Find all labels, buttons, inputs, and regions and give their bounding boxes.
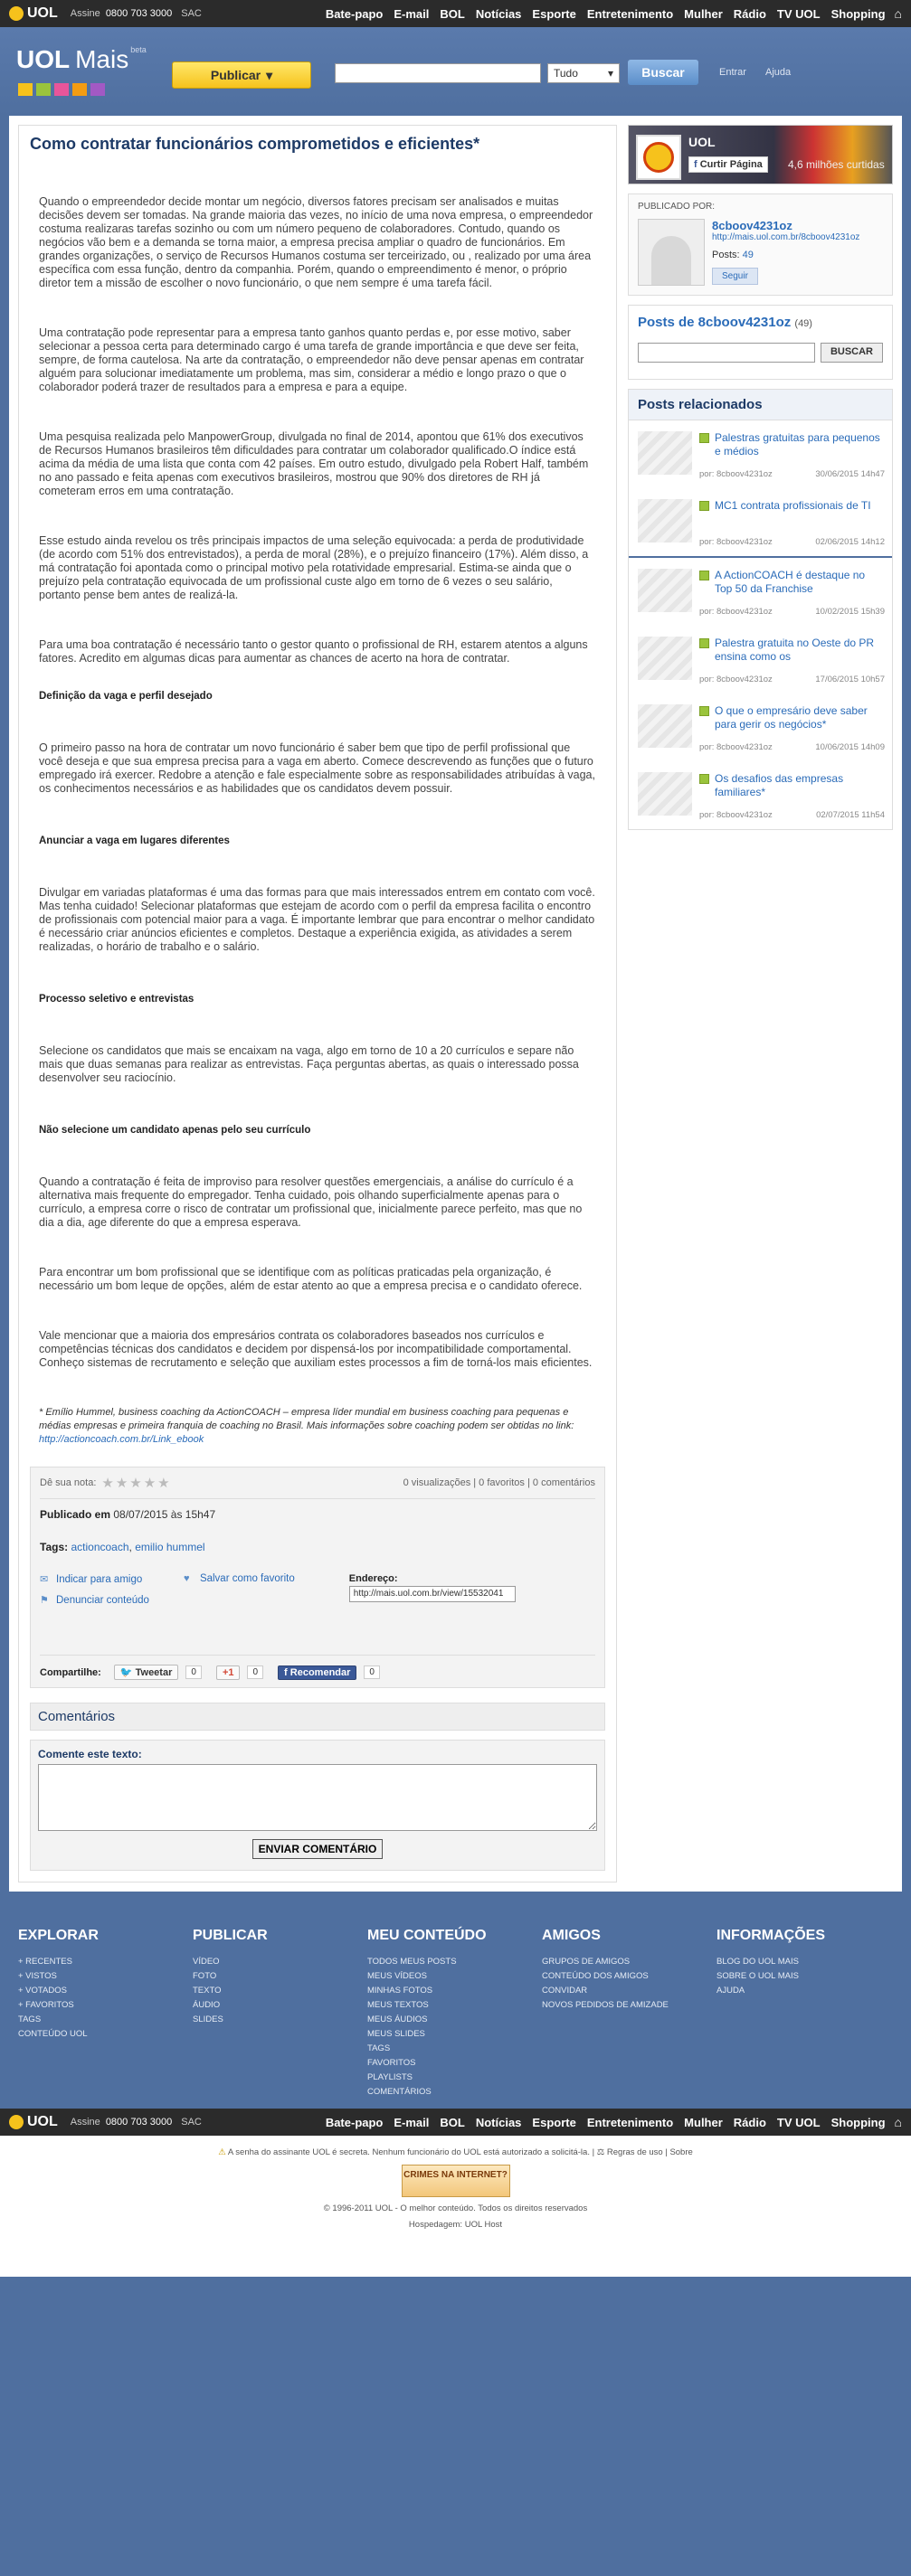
text-post-icon <box>699 571 709 580</box>
footer-link[interactable]: BLOG DO UOL MAIS <box>716 1957 799 1967</box>
posts-count-link[interactable]: 49 <box>742 250 754 260</box>
article-subheading: Definição da vaga e perfil desejado <box>39 691 213 702</box>
home-icon[interactable]: ⌂ <box>894 6 902 21</box>
sac-link[interactable]: SAC <box>181 2117 202 2128</box>
article-column <box>18 125 617 1882</box>
publisher-label: PUBLICADO POR: <box>638 202 716 212</box>
hosting-credit[interactable]: Hospedagem: UOL Host <box>408 2220 503 2230</box>
fb-like-count: 4,6 milhões curtidas <box>788 158 885 171</box>
related-body <box>699 704 885 752</box>
article-subheading: Anunciar a vaga em lugares diferentes <box>39 835 230 846</box>
beta-label: beta <box>130 45 147 54</box>
nav-shopping[interactable]: Shopping <box>830 6 886 21</box>
uol-logo[interactable]: UOL <box>9 5 58 22</box>
submit-comment-button[interactable]: ENVIAR COMENTÁRIO <box>252 1839 384 1859</box>
nav-tv-uol[interactable]: TV UOL <box>776 2115 821 2129</box>
regras-link[interactable]: Regras de uso <box>606 2147 663 2157</box>
nav-bol[interactable]: BOL <box>440 6 465 21</box>
facebook-icon: f <box>694 159 697 170</box>
footer-link[interactable]: VÍDEO <box>193 1957 220 1967</box>
post-thumbnail[interactable] <box>638 499 692 543</box>
endereco-field[interactable]: http://mais.uol.com.br/view/15532041 <box>349 1586 516 1602</box>
related-title-text: Os desafios das empresas familiares* <box>715 772 844 798</box>
related-meta <box>699 742 885 752</box>
related-author: por: 8cboov4231oz <box>699 810 773 820</box>
related-body <box>699 637 885 684</box>
publisher-panel <box>628 193 893 296</box>
related-meta <box>699 675 885 684</box>
related-body <box>699 569 885 617</box>
user-posts-search <box>628 305 893 380</box>
footer-link[interactable]: SOBRE O UOL MAIS <box>716 1971 799 1981</box>
related-date: 10/02/2015 15h39 <box>815 607 885 617</box>
ajuda-link[interactable]: Ajuda <box>765 67 792 78</box>
nav-entretenimento[interactable]: Entretenimento <box>586 6 674 21</box>
post-thumbnail[interactable] <box>638 431 692 475</box>
footer-link[interactable]: CONTEÚDO DOS AMIGOS <box>542 1971 649 1981</box>
nav-bate-papo[interactable]: Bate-papo <box>325 6 384 21</box>
related-meta <box>699 607 885 617</box>
indicar-label: Indicar para amigo <box>56 1573 143 1585</box>
footer-col-title: INFORMAÇÕES <box>716 1928 825 1943</box>
article-meta <box>30 1467 605 1688</box>
user-posts-search-row <box>638 343 883 370</box>
denunciar-label: Denunciar conteúdo <box>56 1594 149 1606</box>
legal-links: ⚠ A senha do assinante UOL é secreta. Nenhum funcionário do UOL está autorizado a solicitá-la. | ⚖ Regras de uso | Sobre <box>218 2147 693 2157</box>
comments-heading: Comentários <box>30 1703 605 1731</box>
related-date: 02/06/2015 14h12 <box>815 537 885 547</box>
chevron-down-icon: ▾ <box>607 67 613 80</box>
article-paragraph: Divulgar em variadas plataformas é uma das formas para que mais interessados entrem em contato com você. Mas tenha cuidado! Selecionar plataformas que estejam de acordo com o perfil da empresa facilita o encontro de profissionais com potencial maior para a vaga. É importante lembrar que para encontrar o melhor candidato é necessário criar anúncios eficientes e completos. Destaque a experiência exigida, as atividades a serem realizadas, o horário de trabalho e o salário. <box>39 886 595 953</box>
endereco-block <box>349 1573 516 1606</box>
published-label: Publicado em <box>40 1508 111 1521</box>
list-item[interactable] <box>629 626 892 694</box>
footer-link[interactable]: CONTEÚDO UOL <box>18 2029 88 2039</box>
share-row <box>40 1655 595 1680</box>
article-paragraph: Uma pesquisa realizada pelo ManpowerGroup, divulgada no final de 2014, apontou que 61% dos executivos de Recursos Humanos brasileiros têm dificuldades para contratar um colaborador qualificado.O índice está acima da média de uma lista que conta com 42 países. Em outro estudo, divulgado pela Robert Half, também no ano passado e feita apenas com executivos brasileiros, mostrou que 90% dos diretores de RH já cometeram erros em uma contratação. <box>39 430 589 497</box>
footer-link[interactable]: MEUS TEXTOS <box>367 2000 429 2010</box>
footer-col-title: MEU CONTEÚDO <box>367 1928 487 1943</box>
footer-link[interactable]: CONVIDAR <box>542 1986 588 1996</box>
text-post-icon <box>699 433 709 443</box>
related-title[interactable] <box>699 637 885 671</box>
sidebar <box>628 125 893 1882</box>
footer-link[interactable]: TEXTO <box>193 1986 222 1996</box>
audio-tile-icon <box>54 83 69 96</box>
search-scope-select[interactable] <box>547 63 620 83</box>
video-tile-icon <box>18 83 33 96</box>
article-paragraph: Quando a contratação é feita de improviso para resolver questões emergenciais, a análise do currículo é a alternativa mais frequente do empregador. Tenha cuidado, pois olhando superficialmente apenas para o currículo, a empresa corre o risco de contratar um profissional que, inicialmente parece perfeito, mas que no dia a dia, age diferente do que a empresa esperava. <box>39 1175 583 1229</box>
indicar-button[interactable] <box>40 1573 149 1585</box>
related-author: por: 8cboov4231oz <box>699 607 773 617</box>
text-post-icon <box>699 638 709 648</box>
related-meta <box>699 469 885 479</box>
related-title-text: Palestra gratuita no Oeste do PR ensina como os <box>715 637 875 663</box>
entrar-link[interactable]: Entrar <box>719 67 746 78</box>
post-actions <box>40 1573 595 1606</box>
follow-button[interactable]: Seguir <box>712 268 758 285</box>
author-credit-text: * Emílio Hummel, business coaching da ActionCOACH – empresa líder mundial em business coaching para pequenas e médias empresas e primeira franquia de coaching no Brasil. Mais informações sobre coaching podem ser obtidas no link: <box>39 1407 574 1431</box>
footer-link[interactable]: MEUS VÍDEOS <box>367 1971 427 1981</box>
related-body <box>699 431 885 479</box>
article-paragraph: Para uma boa contratação é necessário tanto o gestor quanto o profissional de RH, estarem atentos a alguns fatores. Acredito em algumas dicas para aumentar as chances de acerto na hora de contratar. <box>39 638 588 665</box>
uol-logo-icon <box>9 2115 24 2129</box>
related-title-text: MC1 contrata profissionais de TI <box>715 499 871 512</box>
fb-like-button[interactable] <box>688 156 768 173</box>
endereco-label: Endereço: <box>348 1573 398 1584</box>
related-title[interactable] <box>699 772 885 807</box>
gplus-count: 0 <box>247 1665 263 1679</box>
related-title-text: O que o empresário deve saber para gerir os negócios* <box>715 704 868 731</box>
nav-noticias[interactable]: Notícias <box>475 2115 522 2129</box>
footer-link[interactable]: COMENTÁRIOS <box>367 2087 432 2097</box>
sobre-link[interactable]: Sobre <box>669 2147 693 2157</box>
footer-col-amigos <box>542 1928 716 2099</box>
facebook-recommend-button[interactable] <box>278 1665 356 1680</box>
user-posts-search-button[interactable]: BUSCAR <box>821 343 883 363</box>
tag-link[interactable]: emilio hummel <box>135 1541 205 1553</box>
text-post-icon <box>699 706 709 716</box>
assine-label: Assine <box>70 2117 100 2128</box>
footer-link[interactable]: + RECENTES <box>18 1957 72 1967</box>
footer-link[interactable]: GRUPOS DE AMIGOS <box>542 1957 631 1967</box>
article-paragraph: Uma contratação pode representar para a empresa tanto ganhos quanto perdas e, por esse motivo, saber selecionar a pessoa certa para determinado cargo é uma tarefa de grande importância e que deve ser feita, sempre, de forma cautelosa. Na arte da contratação, o empreendedor não deve pensar apenas em contratar alguém para solucionar imediatamente um problema, mas sim, considerar a médio e longo prazo o que o colaborador poderá trazer de resultados para a empresa e para a equipe. <box>39 326 584 393</box>
related-author: por: 8cboov4231oz <box>699 537 773 547</box>
publisher-row <box>638 219 883 286</box>
user-silhouette-icon <box>651 236 691 285</box>
salvar-favorito-button[interactable] <box>184 1573 295 1584</box>
post-actions-middle <box>184 1573 295 1606</box>
rating-stars[interactable]: ★★★★★ <box>101 1476 172 1491</box>
related-author: por: 8cboov4231oz <box>699 742 773 752</box>
tags-label: Tags: <box>40 1541 69 1553</box>
nav-noticias[interactable]: Notícias <box>475 6 522 21</box>
publisher-posts <box>712 250 859 260</box>
related-date: 02/07/2015 11h54 <box>816 810 885 820</box>
nav-tv-uol[interactable]: TV UOL <box>776 6 821 21</box>
footer-link[interactable]: AJUDA <box>716 1986 745 1996</box>
related-posts <box>628 389 893 830</box>
slides-tile-icon <box>90 83 105 96</box>
footer-link[interactable]: + VISTOS <box>18 1971 57 1981</box>
published-value: 08/07/2015 às 15h47 <box>113 1508 216 1521</box>
facebook-icon: f <box>284 1666 288 1678</box>
footer-link[interactable]: FAVORITOS <box>367 2058 416 2068</box>
nav-esporte[interactable]: Esporte <box>532 6 576 21</box>
posts-label: Posts: <box>712 250 740 260</box>
related-date: 10/06/2015 14h09 <box>815 742 885 752</box>
views-count: 0 visualizações <box>403 1477 471 1488</box>
facebook-page-box <box>628 125 893 184</box>
tweet-button[interactable] <box>114 1665 179 1680</box>
related-date: 30/06/2015 14h47 <box>815 469 885 479</box>
footer-link[interactable]: MINHAS FOTOS <box>367 1986 433 1996</box>
fb-like-label: Curtir Página <box>699 159 763 170</box>
ebook-link[interactable]: http://actioncoach.com.br/Link_ebook <box>39 1434 204 1445</box>
list-item[interactable] <box>629 488 892 558</box>
footer-link[interactable]: MEUS ÁUDIOS <box>367 2015 428 2024</box>
salvar-label: Salvar como favorito <box>199 1573 295 1584</box>
phone-number: 0800 703 3000 <box>105 2117 173 2128</box>
article-paragraph: Esse estudo ainda revelou os três principais impactos de uma seleção equivocada: a perda de produtividade (de acordo com 51% dos entrevistados), a perda de moral (28%), e o prejuízo financeiro (17%). Além disso, a má contratação foi apontada como o principal motivo pela rotatividade empresarial. Estima-se ainda que o prejuízo pela contratação equivocada de um profissional custe algo em torno de 6 vezes o seu salário, portanto pense bem antes de realizá-la. <box>39 534 589 601</box>
brand-tiles <box>18 83 105 96</box>
related-body <box>699 772 885 820</box>
tags-row: Tags: actioncoach, emilio hummel <box>40 1541 205 1553</box>
article-paragraph: Para encontrar um bom profissional que se identifique com as políticas praticadas pela organização, é necessário um bom leque de opções, além de estar atento ao que a empresa precisa e o candidato oferece. <box>39 1266 583 1292</box>
heart-icon: ♥ <box>183 1573 190 1584</box>
user-posts-total: (49) <box>794 318 812 329</box>
search-scope-value: Tudo <box>554 67 578 80</box>
nav-bate-papo[interactable]: Bate-papo <box>325 2115 384 2129</box>
footer-col-explorar <box>18 1928 193 2099</box>
flag-icon: ⚑ <box>40 1595 49 1606</box>
comment-textarea[interactable] <box>38 1764 597 1831</box>
article-subheading: Não selecione um candidato apenas pelo seu currículo <box>39 1125 311 1136</box>
nav-esporte[interactable]: Esporte <box>532 2115 576 2129</box>
twitter-icon: 🐦 <box>119 1667 133 1678</box>
user-posts-title-text: Posts de 8cboov4231oz <box>638 315 792 330</box>
photo-tile-icon <box>36 83 51 96</box>
comment-form <box>30 1740 605 1871</box>
article-paragraph: O primeiro passo na hora de contratar um novo funcionário é saber bem que tipo de perfil profissional que você deseja e que sua empresa precisa para a vaga em aberto. Comece descrevendo as funções que o futuro empregado irá exercer. Redobre a atenção e fale especialmente sobre as responsabilidades atribuídas à vaga, os conhecimentos necessários e as habilidades que os candidatos devem possuir. <box>39 741 595 795</box>
content-wrapper <box>9 116 902 1895</box>
related-meta <box>699 537 885 547</box>
post-actions-left <box>40 1573 149 1606</box>
uol-logo[interactable]: UOL <box>9 2114 58 2130</box>
fb-page-name[interactable]: UOL <box>688 135 716 149</box>
site-footer <box>0 1895 911 2109</box>
nav-radio[interactable]: Rádio <box>733 6 766 21</box>
recommend-label: Recomendar <box>289 1666 351 1678</box>
publicar-button[interactable] <box>172 61 311 89</box>
text-post-icon <box>699 774 709 784</box>
footer-link[interactable]: FOTO <box>193 1971 217 1981</box>
related-title-text: Palestras gratuitas para pequenos e médios <box>715 431 880 458</box>
search-input[interactable] <box>335 63 541 83</box>
footer-link[interactable]: + VOTADOS <box>18 1986 67 1996</box>
chevron-down-icon: ▾ <box>266 67 273 82</box>
assine-label: Assine <box>70 8 100 19</box>
envelope-icon: ✉ <box>40 1574 49 1585</box>
article-paragraph: Selecione os candidatos que mais se encaixam na vaga, algo em torno de 10 a 20 currículos e separe não mais que duas semanas para realizar as entrevistas. Faça perguntas abertas, as quais o interessado possa desenvolver seu raciocínio. <box>39 1044 579 1084</box>
nav-radio[interactable]: Rádio <box>733 2115 766 2129</box>
publicar-label: Publicar <box>210 68 261 82</box>
related-title[interactable] <box>699 569 885 603</box>
tweet-label: Tweetar <box>135 1667 173 1678</box>
brand-uol: UOL <box>16 45 71 73</box>
uol-logo-icon <box>9 6 24 21</box>
footer-link[interactable]: NOVOS PEDIDOS DE AMIZADE <box>542 2000 669 2010</box>
bottom-nav <box>326 2116 886 2129</box>
nav-email[interactable]: E-mail <box>394 2115 430 2129</box>
home-icon[interactable]: ⌂ <box>894 2115 902 2129</box>
share-label: Compartilhe: <box>40 1666 101 1678</box>
brand-mais: Mais <box>75 45 129 73</box>
footer-col-meu-conteudo <box>367 1928 542 2099</box>
published-date <box>40 1508 595 1521</box>
list-item[interactable] <box>629 761 892 829</box>
tag-link[interactable]: actioncoach <box>71 1541 129 1553</box>
nav-bol[interactable]: BOL <box>440 2115 465 2129</box>
footer-link[interactable]: ÁUDIO <box>193 2000 221 2010</box>
footer-col-title: EXPLORAR <box>18 1928 99 1943</box>
rating-label: Dê sua nota: <box>40 1477 97 1488</box>
uol-page-avatar[interactable] <box>636 135 681 180</box>
comments-count: 0 comentários <box>532 1477 595 1488</box>
related-title[interactable] <box>699 499 885 533</box>
gplus-label: +1 <box>222 1666 234 1678</box>
related-title[interactable] <box>699 431 885 466</box>
facebook-count: 0 <box>364 1665 380 1679</box>
sac-link[interactable]: SAC <box>181 8 202 19</box>
related-author: por: 8cboov4231oz <box>699 675 773 684</box>
footer-link[interactable]: + FAVORITOS <box>18 2000 74 2010</box>
denunciar-button[interactable] <box>40 1594 149 1606</box>
related-title[interactable] <box>699 704 885 739</box>
related-meta <box>699 810 885 820</box>
nav-email[interactable]: E-mail <box>394 6 430 21</box>
publisher-url[interactable]: http://mais.uol.com.br/8cboov4231oz <box>712 232 860 242</box>
footer-link[interactable]: MEUS SLIDES <box>367 2029 425 2039</box>
post-thumbnail[interactable] <box>638 569 692 612</box>
related-body <box>699 499 885 547</box>
nav-mulher[interactable]: Mulher <box>684 6 723 21</box>
footer-link[interactable]: TODOS MEUS POSTS <box>367 1957 457 1967</box>
related-posts-title: Posts relacionados <box>629 390 892 420</box>
footer-link[interactable]: TAGS <box>18 2015 42 2024</box>
uol-logo-icon <box>643 142 674 173</box>
warning-icon: ⚠ <box>218 2147 226 2157</box>
footer-col-title: AMIGOS <box>542 1928 601 1943</box>
nav-entretenimento[interactable]: Entretenimento <box>586 2115 674 2129</box>
text-tile-icon <box>72 83 87 96</box>
related-author: por: 8cboov4231oz <box>699 469 773 479</box>
post-thumbnail[interactable] <box>638 704 692 748</box>
publisher-name[interactable]: 8cboov4231oz <box>712 219 792 232</box>
site-header <box>0 27 911 116</box>
search-button[interactable]: Buscar <box>628 60 698 85</box>
post-counters: 0 visualizações | 0 favoritos | 0 comentários <box>403 1477 595 1488</box>
comment-label: Comente este texto: <box>38 1748 142 1760</box>
list-item[interactable] <box>629 694 892 761</box>
footer-link[interactable]: SLIDES <box>193 2015 223 2024</box>
list-item[interactable] <box>629 420 892 488</box>
text-post-icon <box>699 501 709 511</box>
tweet-count: 0 <box>185 1665 202 1679</box>
top-bar <box>0 0 911 27</box>
user-posts-title <box>638 315 883 330</box>
list-item[interactable] <box>629 558 892 626</box>
footer-col-informacoes <box>716 1928 891 2099</box>
footer-link[interactable]: PLAYLISTS <box>367 2072 413 2082</box>
article-title: Como contratar funcionários comprometidos e eficientes* <box>30 135 480 153</box>
post-thumbnail[interactable] <box>638 772 692 816</box>
legal-block <box>0 2136 911 2277</box>
footer-col-publicar <box>193 1928 367 2099</box>
footer-col-title: PUBLICAR <box>193 1928 268 1943</box>
copyright: © 1996-2011 UOL - O melhor conteúdo. Todos os direitos reservados <box>323 2203 588 2213</box>
related-title-text: A ActionCOACH é destaque no Top 50 da Franchise <box>715 569 866 595</box>
article-paragraph: Quando o empreendedor decide montar um negócio, diversos fatores precisam ser analisados e muitas decisões devem ser tomadas. Na grande maioria das vezes, no início de uma nova empresa, o empreendedor costuma realizaras tarefas sozinho ou com um número pequeno de colaboradores. Contudo, quando os negócios vão bem e a demanda se torna maior, a empresa precisa ampliar o quadro de funcionários. Em grandes organizações, o serviço de Recursos Humanos costuma ser terceirizado, ou , realizado por uma área específica com essa função, dentro da companhia. Porém, quando o empreendimento é menor, o próprio diretor tem a missão de escolher o novo funcionário, o que nem sempre é uma tarefa fácil. <box>39 195 593 289</box>
nav-mulher[interactable]: Mulher <box>684 2115 723 2129</box>
post-thumbnail[interactable] <box>638 637 692 680</box>
article-paragraph: Vale mencionar que a maioria dos empresários contrata os colaboradores baseados nos currículos e competências técnicas dos candidatos e decidem por dispensá-los por incompatibilidade comportamental. Conheço sistemas de recrutamento e seleção que auxiliam estes processos a fim de torná-los mais eficientes. <box>39 1329 593 1369</box>
bottom-bar <box>0 2109 911 2136</box>
crimes-na-internet-banner[interactable]: CRIMES NA INTERNET? <box>402 2165 510 2197</box>
rating-row <box>40 1475 595 1499</box>
favorites-count: 0 favoritos <box>479 1477 525 1488</box>
top-nav <box>326 7 886 21</box>
avatar[interactable] <box>638 219 705 286</box>
nav-shopping[interactable]: Shopping <box>830 2115 886 2129</box>
author-credit <box>39 1406 596 1447</box>
rules-icon: ⚖ <box>596 2147 605 2157</box>
publisher-info <box>712 219 859 286</box>
article-subheading: Processo seletivo e entrevistas <box>39 994 195 1005</box>
related-date: 17/06/2015 10h57 <box>815 675 885 684</box>
user-posts-search-input[interactable] <box>638 343 815 363</box>
phone-number: 0800 703 3000 <box>105 8 173 19</box>
gplus-button[interactable] <box>216 1665 241 1680</box>
footer-link[interactable]: TAGS <box>367 2043 391 2053</box>
uol-mais-logo[interactable] <box>16 45 147 74</box>
password-warning: A senha do assinante UOL é secreta. Nenhum funcionário do UOL está autorizado a solicitá-la. <box>227 2147 590 2157</box>
